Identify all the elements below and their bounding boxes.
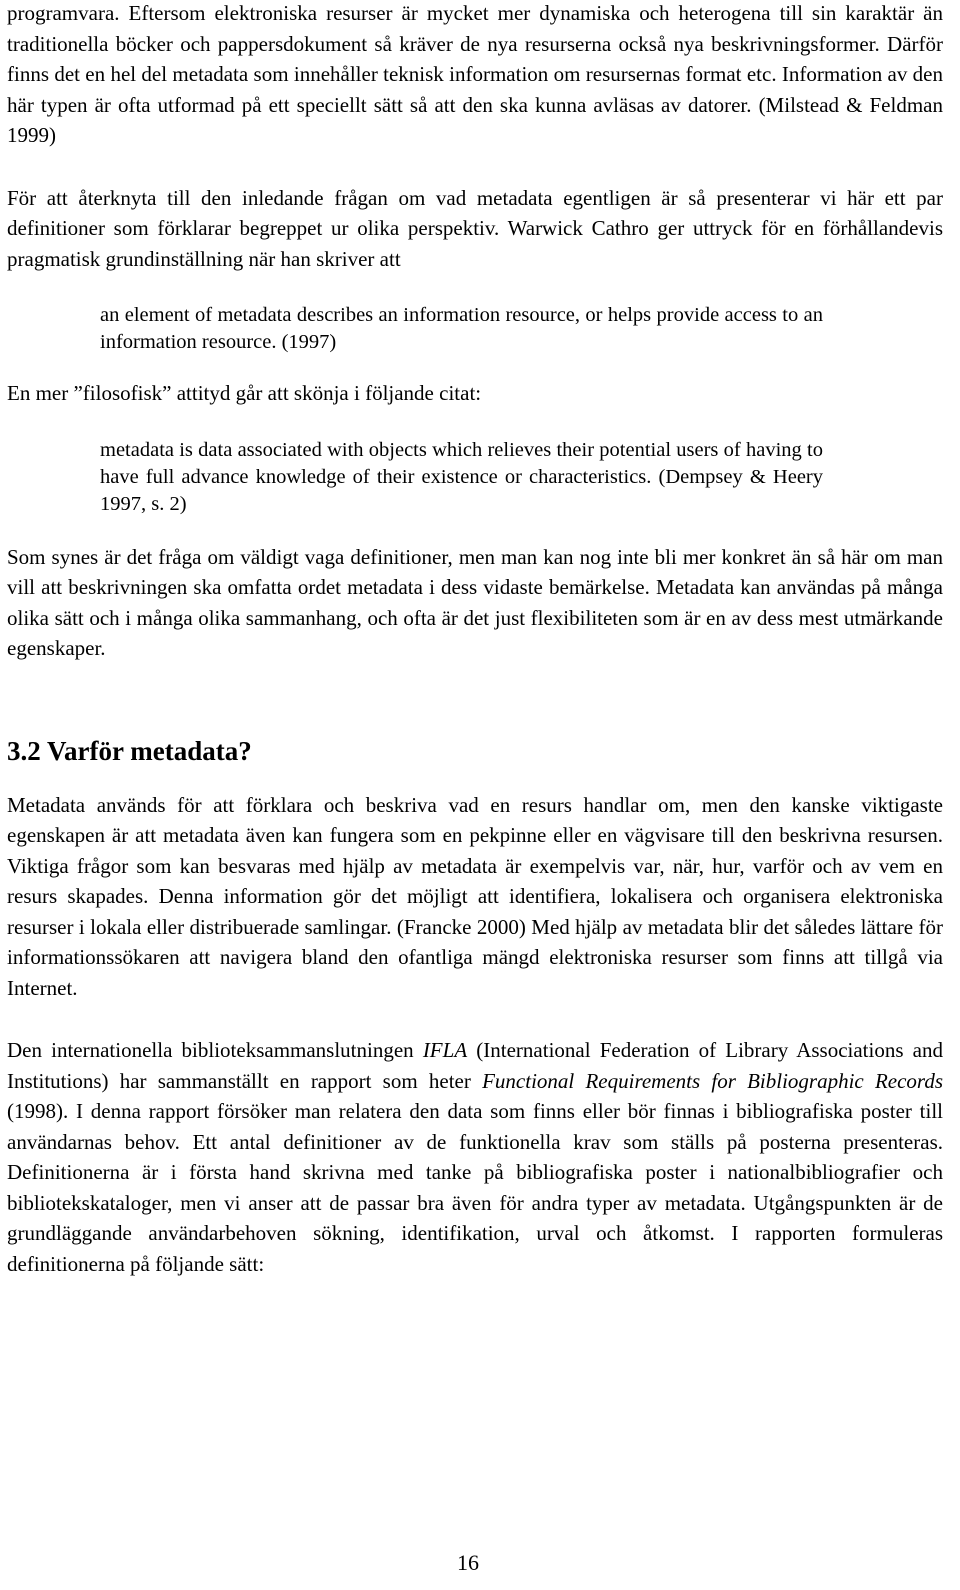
paragraph-why-metadata: Metadata används för att förklara och beskriva vad en resurs handlar om, men den kanske viktigaste egenskapen är att metadata även kan fungera som en pekpinne eller en vägvisare till den beskrivna resursen. Viktiga frågor som kan besvaras med hjälp av metadata är exempelvis var, när, hur, varför och av vem en resurs skapades. Denna information gör det möjligt att identifiera, lokalisera och organisera elektroniska resurser i lokala eller distribuerade samlingar. (Francke 2000) Med hjälp av metadata blir det således lättare för informationssökaren att navigera bland den ofantliga mängd elektroniska resurser som finns att tillgå via Internet. [7,792,943,1000]
paragraph-ifla [7,1035,943,1279]
quote-cathro: an element of metadata describes an information resource, or helps provide access to an information resource. (1997) [100,304,823,353]
document-page [7,0,943,1279]
frbr-title: Functional Requirements for Bibliographic Records [482,1068,943,1093]
paragraph-metadata-formats: programvara. Eftersom elektroniska resurser är mycket mer dynamiska och heterogena till sin karaktär än traditionella böcker och pappersdokument så kräver de nya resurserna också nya beskrivningsformer. Därför finns det en hel del metadata som innehåller teknisk information om resursernas format etc. Information av den här typen är ofta utformad på ett speciellt sätt så att den ska kunna avläsas av datorer. (Milstead & Feldman 1999) [7,1,943,147]
page-number: 16 [457,1550,479,1575]
section-heading: 3.2 Varför metadata? [7,735,252,766]
ifla-text-b: (International Federation of Library Associations and Institutions) har sammanställt en rapport som heter [7,1038,943,1093]
paragraph-definitions-intro: För att återknyta till den inledande frågan om vad metadata egentligen är så presenterar vi här ett par definitioner som förklarar begreppet ur olika perspektiv. Warwick Cathro ger uttryck för en förhållandevis pragmatisk grundinställning när han skriver att [7,185,943,271]
ifla-text-a: Den internationella biblioteksammanslutningen [7,1038,423,1062]
paragraph-vague-definitions: Som synes är det fråga om väldigt vaga definitioner, men man kan nog inte bli mer konkret än så här om man vill att beskrivningen ska omfatta ordet metadata i dess vidaste bemärkelse. Metadata kan användas på många olika sätt och i många olika sammanhang, och ofta är det just flexibiliteten som är en av dess mest utmärkande egenskaper. [7,544,943,660]
paragraph-philosophical: En mer ”filosofisk” attityd går att skönja i följande citat: [7,381,482,405]
ifla-text-c: (1998). I denna rapport försöker man relatera den data som finns eller bör finnas i bibliografiska poster till användarnas behov. Ett antal definitioner av de funktionella krav som ställs på posterna presenteras. Definitionerna är i första hand skrivna med tanke på bibliografiska poster i nationalbibliografier och bibliotekskataloger, men vi anser att de passar bra även för andra typer av metadata. Utgångspunkten är de grundläggande användarbehoven sökning, identifikation, urval och åtkomst. I rapporten formuleras definitionerna på följande sätt: [7,1099,943,1276]
quote-dempsey-heery: metadata is data associated with objects which relieves their potential users of having to have full advance knowledge of their existence or characteristics. (Dempsey & Heery 1997, s. 2) [100,438,823,515]
ifla-abbreviation: IFLA [422,1038,468,1062]
